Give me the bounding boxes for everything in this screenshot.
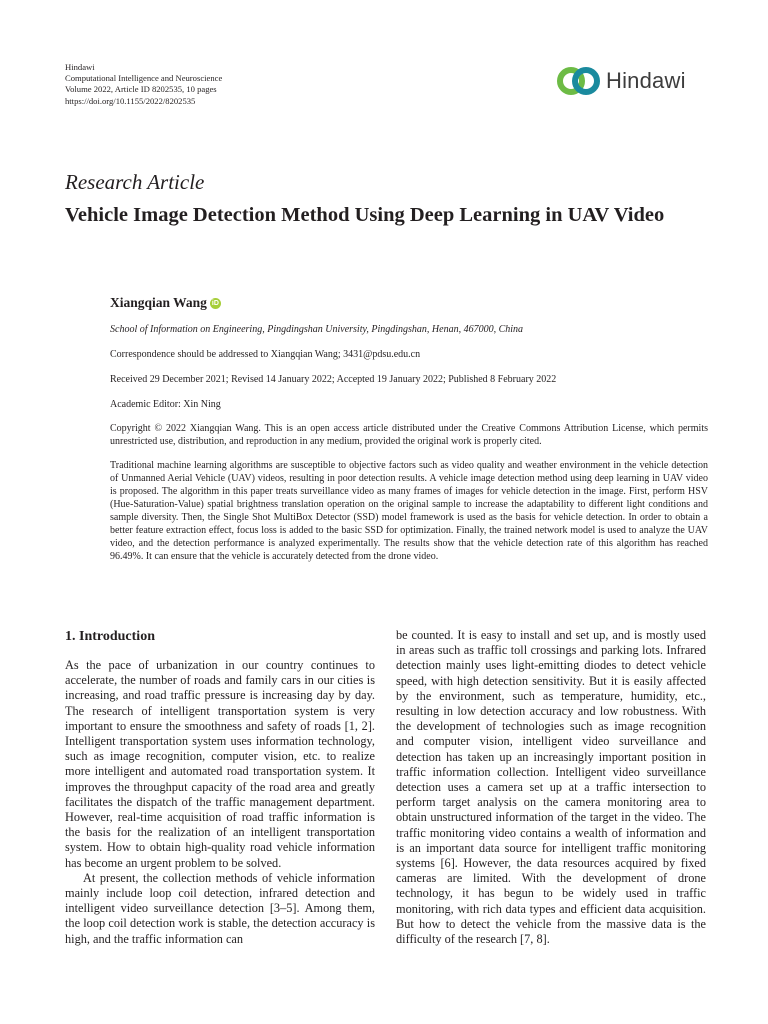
- left-column: [65, 628, 375, 947]
- copyright-notice: Copyright © 2022 Xiangqian Wang. This is an open access article distributed under the Creative Commons Attribution License, which permits unrestricted use, distribution, and reproduction in any medium, provided the original work is properly cited.: [110, 423, 708, 447]
- body-paragraph: At present, the collection methods of vehicle information mainly include loop coil detection, infrared detection and intelligent video surveillance detection [3–5]. Among them, the loop coil detection work is stable, the detection accuracy is high, and the traffic information can: [65, 870, 375, 946]
- journal-info: [65, 62, 222, 107]
- volume-info: Volume 2022, Article ID 8202535, 10 pages: [65, 84, 217, 95]
- body-paragraph: be counted. It is easy to install and set up, and is mostly used in areas such as traffic toll crossings and parking lots. Infrared detection mainly uses light-emitting diodes to detect vehicle speed, with high detection sensitivity. But it is easily affected by the environment, such as temperature, humidity, etc., resulting in low detection accuracy and low robustness. With the development of technologies such as image recognition and computer vision, intelligent video surveillance and detection has taken up an increasingly important position in traffic information collection. Intelligent video surveillance detection uses a camera set up at a traffic intersection to perform target analysis on the camera monitoring area to obtain unstructured information of the target in the video. The traffic monitoring video contains a wealth of information and is an important data source for intelligent traffic monitoring systems [6]. However, the data resources acquired by fixed cameras are limited. With the development of drone technology, it has begun to be widely used in traffic monitoring, with rich data types and efficient data acquisition. But how to detect the vehicle from the massive data is the difficulty of the research [7, 8].: [396, 628, 706, 947]
- journal-name: Computational Intelligence and Neuroscience: [65, 73, 223, 84]
- affiliation: School of Information on Engineering, Pingdingshan University, Pingdingshan, Henan, 467000, China: [110, 324, 524, 335]
- body-paragraph: As the pace of urbanization in our country continues to accelerate, the number of roads and family cars in our cities is increasing, and road traffic pressure is increasing day by day. The research of intelligent transportation system is very important to ensure the smoothness and safety of roads [1, 2]. Intelligent transportation system uses information technology, such as image recognition, computer vision, etc. to realize more intelligent and automated road transportation system. It improves the throughput capacity of the road area and greatly facilitates the dispatch of the traffic management department. However, real-time acquisition of road traffic information is the basis for the realization of an intelligent transportation system. How to obtain high-quality road vehicle information has become an urgent problem to be solved.: [65, 658, 375, 870]
- author-name[interactable]: Xiangqian Wang: [110, 295, 207, 310]
- author: [110, 295, 221, 311]
- correspondence: Correspondence should be addressed to Xiangqian Wang; 3431@pdsu.edu.cn: [110, 349, 421, 360]
- academic-editor: Academic Editor: Xin Ning: [110, 399, 221, 410]
- hindawi-rings-icon: [557, 63, 601, 99]
- publication-dates: Received 29 December 2021; Revised 14 January 2022; Accepted 19 January 2022; Published 8 February 2022: [110, 374, 557, 385]
- logo-text: Hindawi: [606, 68, 686, 93]
- right-column: [396, 628, 706, 947]
- doi-link[interactable]: https://doi.org/10.1155/2022/8202535: [65, 95, 196, 106]
- orcid-icon[interactable]: iD: [211, 299, 219, 307]
- article-type: Research Article: [65, 170, 205, 194]
- publisher-name: Hindawi: [65, 62, 95, 72]
- abstract: Traditional machine learning algorithms are susceptible to objective factors such as video quality and weather environment in the vehicle detection of Unmanned Aerial Vehicle (UAV) videos, resulting in poor detection results. A vehicle image detection method using deep learning in UAV video is proposed. The algorithm in this paper treats surveillance video as many frames of images for vehicle detection in the image. First, perform HSV (Hue-Saturation-Value) spatial brightness translation operation on the original sample to increase the adaptability to different light conditions and sample diversity. Then, the Single Shot MultiBox Detector (SSD) model framework is used as the basis for vehicle detection. In order to obtain a better feature extraction effect, focus loss is added to the basic SSD for optimization. Finally, the trained network model is used to analyze the UAV video, and the detection performance is analyzed experimentally. The results show that the vehicle detection rate of this algorithm has reached 96.49%. It can ensure that the vehicle is accurately detected from the drone video.: [110, 460, 708, 562]
- section-heading: 1. Introduction: [65, 629, 155, 644]
- hindawi-logo: [557, 62, 717, 100]
- article-title: Vehicle Image Detection Method Using Deep Learning in UAV Video: [65, 204, 665, 226]
